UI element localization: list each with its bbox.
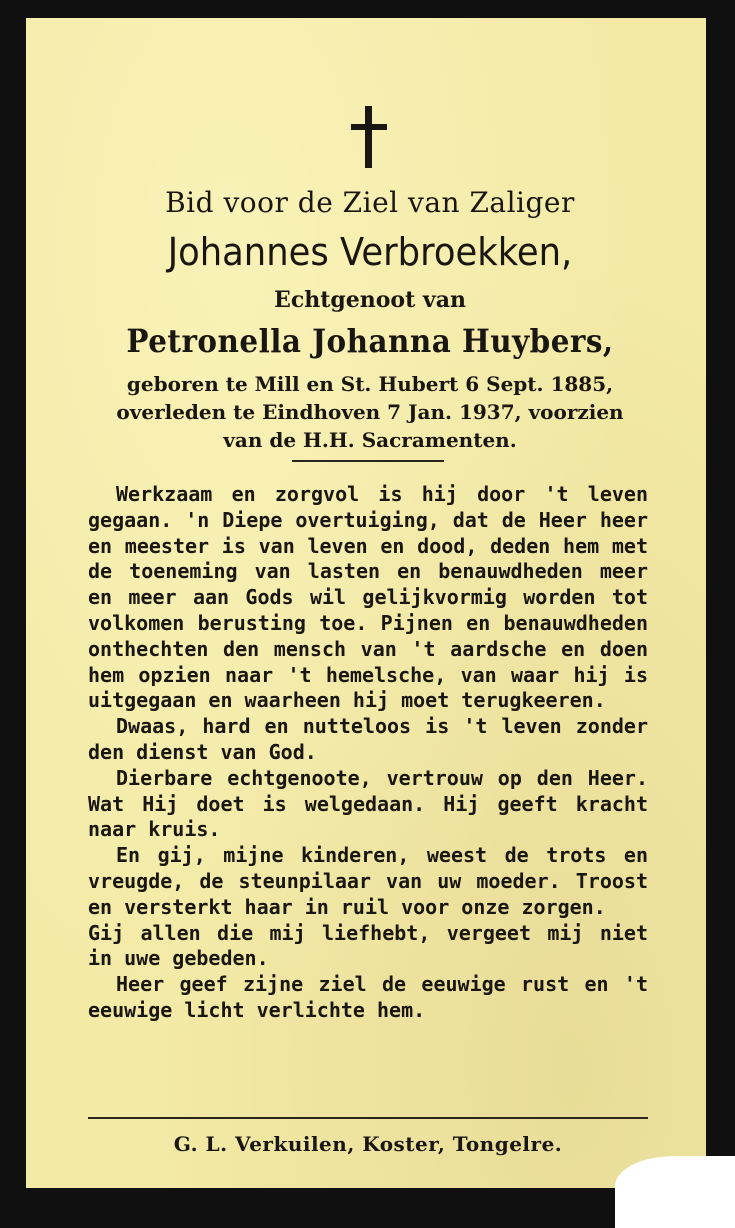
paragraph: Gij allen die mij liefhebt, vergeet mij niet in uwe gebeden. [88,920,648,971]
deceased-name: Johannes Verbroekken, [167,230,573,274]
death-line: overleden te Eindhoven 7 Jan. 1937, voorzien [116,400,624,424]
relation-label: Echtgenoot van [274,287,466,313]
printer-credit: G. L. Verkuilen, Koster, Tongelre. [173,1132,563,1156]
paragraph: Heer geef zijne ziel de eeuwige rust en 't eeuwige licht verlichte hem. [88,972,648,1022]
sacraments-line: van de H.H. Sacramenten. [223,428,517,452]
invocation: Bid voor de Ziel van Zaliger [165,186,575,219]
divider-short [292,460,444,462]
divider-long [88,1117,648,1119]
spouse-name: Petronella Johanna Huybers, [126,322,614,360]
cross-icon [351,106,387,168]
paragraph: Dierbare echtgenoote, vertrouw op den Heer. Wat Hij doet is welgedaan. Hij geeft kracht naar kruis. [88,765,648,842]
paragraph: Werkzaam en zorgvol is hij door 't leven gegaan. 'n Diepe overtuiging, dat de Heer heer en meester is van leven en dood, deden hem met de toeneming van lasten en benauwdheden meer en meer aan Gods wil gelijkvormig worden tot volkomen berusting toe. Pijnen en benauwdheden onthechten den mensch van 't aardsche en doen hem opzien naar 't hemelsche, van waar hij is uitgegaan en waarheen hij moet terugkeeren. [88,482,648,713]
paragraph: Dwaas, hard en nutteloos is 't leven zonder den dienst van God. [88,714,648,764]
birth-line: geboren te Mill en St. Hubert 6 Sept. 1885, [126,372,614,396]
memorial-text [88,482,648,1024]
paragraph: En gij, mijne kinderen, weest de trots en vreugde, de steunpilaar van uw moeder. Troost en versterkt haar in ruil voor onze zorgen. [88,843,648,919]
torn-corner [615,1156,735,1228]
